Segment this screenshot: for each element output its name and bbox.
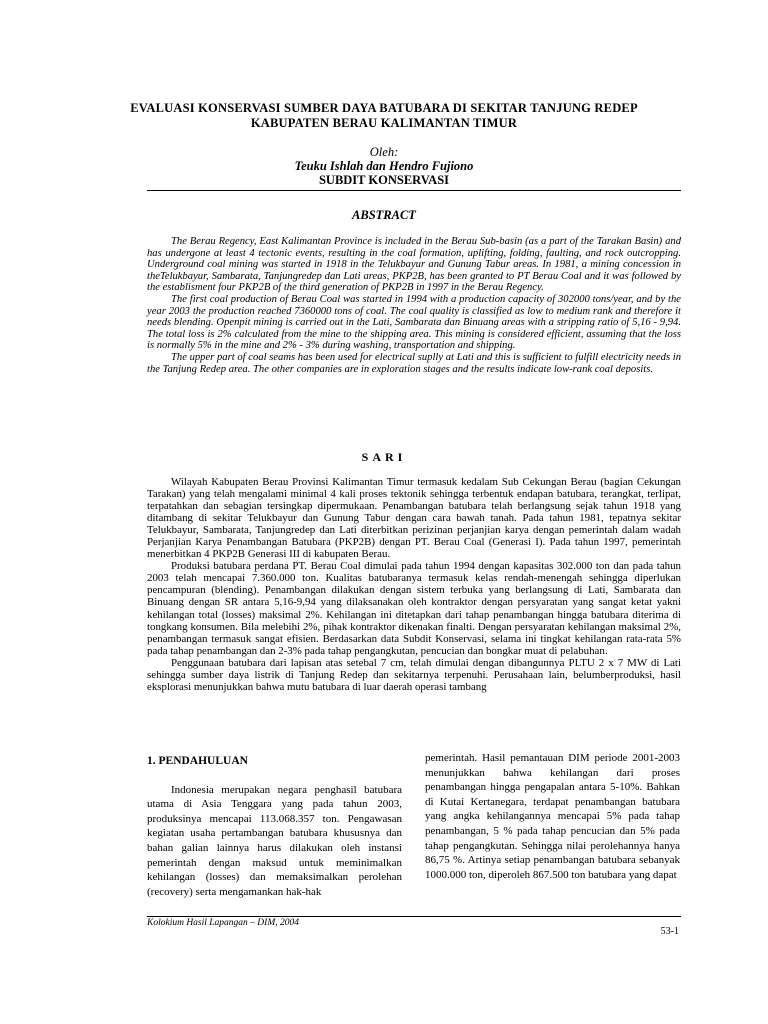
abstract-paragraph-3: The upper part of coal seams has been used for electrical suplly at Lati and this is sufficient to fulfill electricity needs in the Tanjung Redep area. The other companies are in exploration stages and the results indicate low-rank coal deposits. xyxy=(147,351,681,375)
sari-body xyxy=(147,476,681,693)
body-right-column xyxy=(425,751,680,882)
affiliation: SUBDIT KONSERVASI xyxy=(318,173,450,187)
sari-paragraph-1: Wilayah Kabupaten Berau Provinsi Kalimantan Timur termasuk kedalam Sub Cekungan Berau (bagian Cekungan Tarakan) yang telah mengalami minimal 4 kali proses tektonik sehingga terbentuk endapan batubara, terangkat, terlipat, terpatahkan dan sebagian tersingkap dipermukaan. Penambangan batubara telah berlangsung sejak tahun 1918 yang ditambang di sekitar Telukbayur dan Gunung Tabur dengan cara bawah tanah. Pada tahun 1981, tepatnya sekitar Telukbayur, Sambarata, Tanjungredep dan Lati diterbitkan perizinan perjanjian karya dengan pemerintah dalam wadah Perjanjian Karya Penambangan Batubara (PKP2B) dengan PT. Berau Coal (Generasi I). Pada tahun 1997, pemerintah menerbitkan 4 PKP2B Generasi III di kabupaten Berau. xyxy=(147,476,681,561)
abstract-paragraph-1: The Berau Regency, East Kalimantan Province is included in the Berau Sub-basin (as a part of the Tarakan Basin) and has undergone at least 4 tectonic events, resulting in the coal formation, uplifting, folding, faulting, and rock outcropping. Underground coal mining was started in 1918 in the Telukbayur and Gunung Tabur areas. In 1981, a mining concession in theTelukbayur, Sambarata, Tanjungredep dan Lati areas, PKP2B, has been granted to PT Berau Coal and it was followed by the establisment four PKP2B of the third generation of PKP2B in 1997 in the Berau Regency. xyxy=(147,236,681,294)
by-label: Oleh: xyxy=(369,145,399,159)
abstract-paragraph-2: The first coal production of Berau Coal was started in 1994 with a production capacity of 302000 tons/year, and by the year 2003 the production reached 7360000 tons of coal. The coal quality is classified as low to medium rank and therefore it needs blending. Openpit mining is carried out in the Lati, Sambarata dan Binuang areas with a stripping ratio of 5,16 - 9,94. The total loss is 2% calculated from the mine to the shipping area. This mining is considered efficient, assuming that the loss is normally 5% in the mine and 2% - 3% during washing, transportation and shipping. xyxy=(147,293,681,352)
body-left-paragraph: Indonesia merupakan negara penghasil batubara utama di Asia Tenggara yang pada tahun 2003, produksinya mencapai 113.068.357 ton. Pengawasan kegiatan usaha pertambangan batubara khususnya dan bahan galian lainnya harus dilakukan oleh instansi pemerintah dengan maksud untuk meminimalkan kehilangan (losses) dan memaksimalkan perolehan (recovery) serta mengamankan hak-hak xyxy=(147,783,402,898)
authors: Teuku Ishlah dan Hendro Fujiono xyxy=(294,159,474,173)
header-rule xyxy=(147,190,681,191)
abstract-heading: ABSTRACT xyxy=(352,208,416,222)
sari-paragraph-3: Penggunaan batubara dari lapisan atas setebal 7 cm, telah dimulai dengan dibangunnya PLTU 2 x 7 MW di Lati sehingga sumber daya listrik di Tanjung Redep dan sekitarnya terpenuhi. Perusahaan lain, belumberproduksi, hasil eksplorasi menunjukkan bahwa mutu batubara di luar daerah operasi tambang xyxy=(147,656,681,693)
footer-rule xyxy=(147,916,681,917)
body-right-paragraph: pemerintah. Hasil pemantauan DIM periode 2001-2003 menunjukkan bahwa kehilangan dari proses penambangan hingga pengapalan antara 5-10%. Bahkan di Kutai Kertanegara, terdapat penambangan batubara yang angka kehilangannya mencapai 5% pada tahap penambangan, 5 % pada tahap pencucian dan 5% pada tahap pengangkutan. Sehingga nilai perolehannya hanya 86,75 %. Artinya setiap penambangan batubara sebanyak 1000.000 ton, diperoleh 867.500 ton batubara yang dapat xyxy=(425,752,680,881)
section-heading-pendahuluan: 1. PENDAHULUAN xyxy=(147,755,248,767)
body-left-column xyxy=(147,754,402,899)
abstract-body xyxy=(147,236,681,375)
sari-paragraph-2: Produksi batubara perdana PT. Berau Coal dimulai pada tahun 1994 dengan kapasitas 302.000 ton dan pada tahun 2003 telah mencapai 7.360.000 ton. Kualitas batubaranya termasuk kelas rendah-menengah sehingga diperlukan pencampuran (blending). Penambangan dilakukan dengan sistem terbuka yang berlangsung di Lati, Sambarata dan Binuang dengan SR antara 5,16-9,94 yang dilaksanakan oleh kontraktor dengan persyaratan yang sangat ketat yakni kehilangan total (losses) maksimal 2%. Kehilangan ini ditetapkan dari tahap penambangan hingga batubara diterima di tongkang konsumen. Bila melebihi 2%, pihak kontraktor dikenakan finalti. Dengan persyaratan kehilangan maksimal 2%, penambangan termasuk sangat efisien. Berdasarkan data Subdit Konservasi, selama ini tingkat kehilangan rata-rata 5% pada tahap penambangan dan 2-3% pada tahap pengangkutan, pencucian dan bongkar muat di pelabuhan. xyxy=(147,560,681,657)
paper-title-line-1: EVALUASI KONSERVASI SUMBER DAYA BATUBARA DI SEKITAR TANJUNG REDEP xyxy=(130,101,638,115)
footer-citation: Kolokium Hasil Lapangan – DIM, 2004 xyxy=(147,918,299,928)
sari-heading: SARI xyxy=(361,450,407,464)
paper-title-line-2: KABUPATEN BERAU KALIMANTAN TIMUR xyxy=(250,116,518,130)
page-number: 53-1 xyxy=(660,926,679,937)
